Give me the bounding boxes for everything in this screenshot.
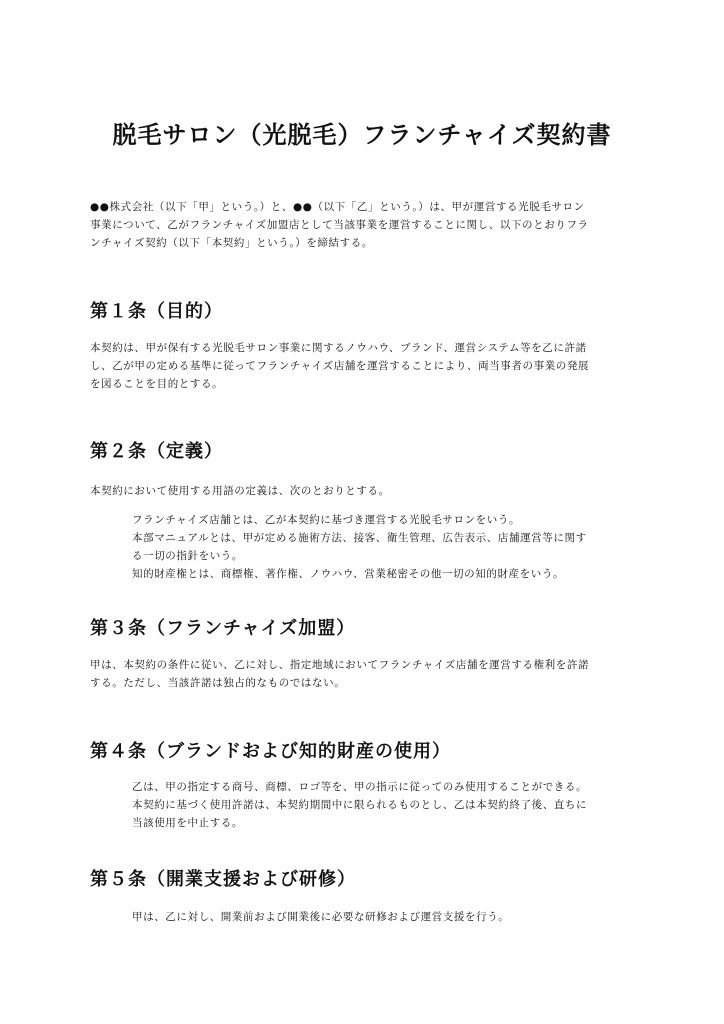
definition-item: フランチャイズ店舗とは、乙が本契約に基づき運営する光脱毛サロンをいう。 — [132, 514, 521, 526]
definition-item: 知的財産権とは、商標権、著作権、ノウハウ、営業秘密その他一切の知的財産をいう。 — [132, 568, 565, 580]
preamble-paragraph: ●●株式会社（以下「甲」という。）と、●●（以下「乙」という。）は、甲が運営する光脱毛サロン 事業について、乙がフランチャイズ加盟店として当該事業を運営することに関し、以下のとおりフラ ンチャイズ契約（以下「本契約」という。）を締結する。 — [90, 201, 589, 249]
article-1-body: 本契約は、甲が保有する光脱毛サロン事業に関するノウハウ、ブランド、運営システム等を乙に許諾 し、乙が甲の定める基準に従ってフランチャイズ店舗を運営することにより、両当事者の事業の発展 を図ることを目的とする。 — [90, 342, 590, 390]
article-2-heading: 第２条（定義） — [90, 441, 223, 462]
article-5-heading: 第５条（開業支援および研修） — [90, 869, 356, 890]
article-4-body: 乙は、甲の指定する商号、商標、ロゴ等を、甲の指示に従ってのみ使用することができる。 本契約に基づく使用許諾は、本契約期間中に限られるものとし、乙は本契約終了後、直ちに 当該使用を中止する。 — [132, 781, 588, 829]
article-4-heading: 第４条（ブランドおよび知的財産の使用） — [90, 741, 451, 762]
document-title: 脱毛サロン（光脱毛）フランチャイズ契約書 — [112, 121, 612, 149]
article-5-body: 甲は、乙に対し、開業前および開業後に必要な研修および運営支援を行う。 — [132, 911, 510, 923]
definition-list — [132, 511, 642, 583]
article-3-body: 甲は、本契約の条件に従い、乙に対し、指定地域においてフランチャイズ店舗を運営する権利を許諾 する。ただし、当該許諾は独占的なものではない。 — [90, 659, 590, 689]
article-1-heading: 第１条（目的） — [90, 301, 223, 322]
article-2-body: 本契約において使用する用語の定義は、次のとおりとする。 — [90, 485, 390, 497]
article-3-heading: 第３条（フランチャイズ加盟） — [90, 618, 356, 639]
definition-item: 本部マニュアルとは、甲が定める施術方法、接客、衛生管理、広告表示、店舗運営等に関す る一切の指針をいう。 — [132, 532, 587, 562]
